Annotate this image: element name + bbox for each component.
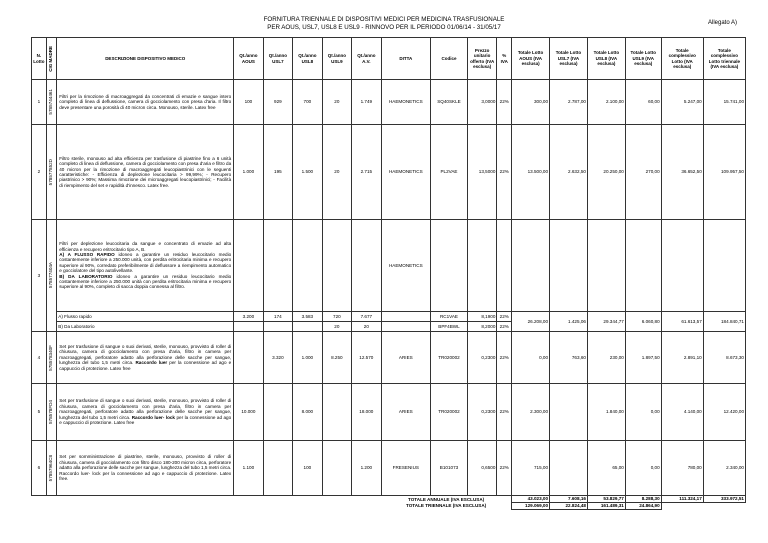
codice: BPF4BWL [431, 322, 468, 332]
table-row-lotto-3a [32, 312, 746, 322]
qt-usl7: 3.320 [263, 332, 292, 384]
qt-av: 18.000 [352, 384, 381, 441]
table-row-lotto-1 [32, 80, 746, 125]
lotto-description: Filtri per deplezione leucocitaria da sangue e concentrato di emazie ad alta efficienza e recupero eritrocitario tipo A, B. A) A FLUSSO RAPIDO idoneo a garantire un residuo leucocitario medio costantemente inferiore a 250.000 unità, con perdita eritrocitaria minima e recupero superiore al 90%, corredato preferibilmente di deflussore a riempimento automatico e gocciolatore del tipo autolivellante. B) DA LABORATORIO idoneo a garantire un residuo leucocitario medio costantemente inferiore a 250.000 unità con perdita eritrocitaria minima e recupero superiore al 90%, completo di sacca doppia connessa al filtro. [57, 220, 234, 312]
col-iva: % IVA [497, 38, 512, 80]
lotto-number: 6 [32, 441, 47, 496]
tot-annuo: 4.140,00 [661, 384, 703, 441]
prezzo: 0,6500 [467, 441, 496, 496]
qt-av: 2.715 [352, 125, 381, 220]
qt-usl9: 20 [322, 125, 351, 220]
tot-triennale: 8.673,30 [703, 332, 745, 384]
iva: 22% [497, 125, 512, 220]
tot-usl7: 763,60 [550, 332, 588, 384]
qt-usl7: 195 [263, 125, 292, 220]
lotti-table [31, 37, 746, 510]
col-tot-usl8: Totale Lotto USL8 (IVA esclusa) [587, 38, 625, 80]
col-qt-usl9: Qt./anno USL9 [322, 38, 351, 80]
tot-triennale: 15.741,00 [703, 80, 745, 125]
qt-av: 7.677 [352, 312, 381, 322]
tot-usl9: 0,00 [625, 384, 661, 441]
qt-aous: 1.100 [234, 441, 263, 496]
tot-usl8: 1.840,00 [587, 384, 625, 441]
col-lotto: N. Lotto [32, 38, 47, 80]
iva: 22% [497, 332, 512, 384]
total-triennial-usl9: 24.864,90 [625, 503, 661, 510]
col-qt-aous: Qt./anno AOUS [234, 38, 263, 80]
cig-code: 578578FD4 [46, 384, 57, 441]
qt-usl7: 929 [263, 80, 292, 125]
total-annual-row [32, 496, 746, 503]
tot-usl8: 65,00 [587, 441, 625, 496]
table-row-lotto-4 [32, 332, 746, 384]
qt-av: 12.570 [352, 332, 381, 384]
tot-annuo: 2.891,10 [661, 332, 703, 384]
title-line-1: FORNITURA TRIENNALE DI DISPOSITIVI MEDICI PER MEDICINA TRASFUSIONALE [263, 16, 505, 23]
qt-usl9 [322, 384, 351, 441]
col-tot-usl7: Totale Lotto USL7 (IVA esclusa) [550, 38, 588, 80]
tot-aous: 300,00 [512, 80, 550, 125]
total-triennial-aous: 129.069,00 [512, 503, 550, 510]
iva: 22% [497, 312, 512, 322]
col-tot-usl9: Totale Lotto USL9 (IVA esclusa) [625, 38, 661, 80]
document-header [0, 16, 768, 32]
tot-aous: 2.300,00 [512, 384, 550, 441]
total-annual-aous: 43.023,00 [512, 496, 550, 503]
table-row-lotto-6 [32, 441, 746, 496]
tot-usl8: 2.100,00 [587, 80, 625, 125]
lotto-number: 5 [32, 384, 47, 441]
col-qt-usl7: Qt./anno USL7 [263, 38, 292, 80]
prezzo: 8,2000 [467, 322, 496, 332]
table-row-lotto-3 [32, 220, 746, 312]
lotto-number: 3 [32, 220, 47, 332]
tot-usl7 [550, 441, 588, 496]
total-annual-usl9: 8.288,30 [625, 496, 661, 503]
qt-usl9: 8.250 [322, 332, 351, 384]
col-prezzo: Prezzo unitario offerto (IVA esclusa) [467, 38, 496, 80]
prezzo: 13,5000 [467, 125, 496, 220]
qt-usl8: 8.000 [293, 384, 322, 441]
qt-av: 1.749 [352, 80, 381, 125]
total-triennial-row [32, 503, 746, 510]
qt-usl9: 720 [322, 312, 351, 322]
qt-av: 1.200 [352, 441, 381, 496]
cig-code: 5785744461 [46, 80, 57, 125]
tot-usl8: 230,00 [587, 332, 625, 384]
prezzo: 0,2300 [467, 332, 496, 384]
qt-aous [234, 332, 263, 384]
tot-annuo: 61.613,57 [661, 312, 703, 332]
col-tot-annuo: Totale complessivo Lotto (IVA esclusa) [661, 38, 703, 80]
tot-usl8: 29.344,77 [587, 312, 625, 332]
tot-usl9: 1.897,50 [625, 332, 661, 384]
tot-usl7: 2.632,50 [550, 125, 588, 220]
prezzo: 8,1900 [467, 312, 496, 322]
ditta: ARIES [381, 332, 430, 384]
lotto-description: Filtri per la rimozione di macroaggregati da concentrati di emazie e sangue intero completo di linea di deflussione, camera di gocciolamento con presa d'aria. Il filtro deve presentare una porosità di 40 micron circa. Monouso, sterile. Latex free [57, 80, 234, 125]
lotto-description: Set per trasfusione di sangue o suoi derivati, sterile, monouso, provvisto di roller di chiusura, camera di gocciolamento con presa d'aria, filtro in camera per macroaggregati, perforatore adatto alla perforazione delle sacche per sangue, lunghezza del tubo 1,5 metri circa. Raccordo luer per la connessione ad ago e cappuccio di protezione. Latex free [57, 332, 234, 384]
qt-usl8: 3.583 [293, 312, 322, 322]
total-annual-label: TOTALE ANNUALE (IVA ESCLUSA) [407, 496, 485, 502]
lotto-number: 1 [32, 80, 47, 125]
col-cig: CIG MADRE [46, 38, 57, 80]
prezzo: 0,2300 [467, 384, 496, 441]
lotto-number: 4 [32, 332, 47, 384]
lotto-description: Set per trasfusione di sangue o suoi derivati, sterile, monouso, provvisto di roller di chiusura, camera di gocciolamento con presa d'aria, filtro in camera per macroaggregati, perforatore adatto alla perforazione delle sacche per sangue, lunghezza del tubo 1,5 metri circa. Raccordo luer- lock per la connessione ad ago e cappuccio di protezione. Latex free [57, 384, 234, 441]
total-annual-usl8: 53.829,77 [587, 496, 625, 503]
col-tot-triennale: Totale complessivo Lotto triennale (IVA esclusa) [703, 38, 745, 80]
ditta: HAEMONETICS [381, 125, 430, 220]
cig-code: 578577852D [46, 125, 57, 220]
qt-usl7 [263, 384, 292, 441]
codice: B101073 [431, 441, 468, 496]
codice: TR020002 [431, 384, 468, 441]
lotto-number: 2 [32, 125, 47, 220]
col-codice: Codice [431, 38, 468, 80]
tot-aous: 715,00 [512, 441, 550, 496]
codice: TR020002 [431, 332, 468, 384]
tot-aous: 0,00 [512, 332, 550, 384]
tot-usl7 [550, 384, 588, 441]
cig-code: 578577404A [46, 220, 57, 332]
cig-code: 57857964C8 [46, 441, 57, 496]
tot-usl9: 0,00 [625, 441, 661, 496]
col-qt-usl8: Qt./anno USL8 [293, 38, 322, 80]
lotto-description: Filtro sterile, monouso ad alta efficienza per trasfusione di piastrine fino a 6 unità completo di linea di deflussione, camera di gocciolamento con presa d'aria e filtro da 40 micron per la rimozione di macroaggregati leucopiastrinici con le seguenti caratteristiche: - Efficienza di deplezione leucocitaria > 99,99%; - Recupero piastrinico > 90%; Massima rimozione dei microaggregati leucopiastrinici; - Facilità di riempimento del set e rapidità d'innesco. Latex free. [57, 125, 234, 220]
qt-aous: 3.200 [234, 312, 263, 322]
tot-aous: 13.500,00 [512, 125, 550, 220]
tot-annuo: 780,00 [661, 441, 703, 496]
codice: SQ40SKLE [431, 80, 468, 125]
qt-usl7: 174 [263, 312, 292, 322]
tot-annuo: 5.247,00 [661, 80, 703, 125]
qt-usl8: 700 [293, 80, 322, 125]
ditta: ARIES [381, 384, 430, 441]
total-annual-complessivo: 111.324,17 [661, 496, 703, 503]
qt-aous: 10.000 [234, 384, 263, 441]
qt-usl8: 1.000 [293, 332, 322, 384]
qt-usl9: 20 [322, 322, 351, 332]
qt-usl9: 20 [322, 80, 351, 125]
codice: RC1VAE [431, 312, 468, 322]
qt-av: 20 [352, 322, 381, 332]
table-row-lotto-5 [32, 384, 746, 441]
lotto-description: Set per somministrazione di piastrine, sterile, monouso, provvisto di roller di chiusura, camera di gocciolamento con filtro disco 180-200 micron circa, perforatore adatto alla perforazione delle sacche per sangue, lunghezza del tubo 1,5 metri circa. Raccordo luer- lock per la connessione ad ago e cappuccio di protezione. Latex free. [57, 441, 234, 496]
tot-triennale: 2.340,00 [703, 441, 745, 496]
qt-usl9 [322, 441, 351, 496]
tot-annuo: 36.652,50 [661, 125, 703, 220]
tot-triennale: 109.957,50 [703, 125, 745, 220]
tot-usl9: 60,00 [625, 80, 661, 125]
total-annual-triennale: 333.972,51 [703, 496, 745, 503]
total-triennial-label: TOTALE TRIENNALE (IVA ESCLUSA) [405, 503, 487, 509]
col-ditta: DITTA [381, 38, 430, 80]
title-line-2: PER AOUS, USL7, USL8 E USL9 - RINNOVO PER IL PERIODO 01/06/14 - 31/05/17 [267, 24, 501, 31]
total-triennial-usl8: 161.489,31 [587, 503, 625, 510]
tot-usl8: 20.250,00 [587, 125, 625, 220]
table-header-row [32, 38, 746, 80]
tot-usl9: 6.060,80 [625, 312, 661, 332]
cig-code: 578578340F [46, 332, 57, 384]
sub-label: B) Da Laboratorio [57, 322, 234, 332]
qt-usl7 [263, 441, 292, 496]
iva: 22% [497, 384, 512, 441]
iva: 22% [497, 80, 512, 125]
col-tot-aous: Totale Lotto AOUS (IVA esclusa) [512, 38, 550, 80]
ditta: FRESENIUS [381, 441, 430, 496]
total-annual-usl7: 7.608,16 [550, 496, 588, 503]
tot-aous: 26.208,00 [512, 312, 550, 332]
total-triennial-usl7: 22.824,48 [550, 503, 588, 510]
tot-triennale: 184.840,71 [703, 312, 745, 332]
col-qt-av: Qt./anno A.V. [352, 38, 381, 80]
tot-usl7: 1.425,06 [550, 312, 588, 332]
iva: 22% [497, 322, 512, 332]
ditta: HAEMONETICS [381, 220, 430, 312]
ditta: HAEMONETICS [381, 80, 430, 125]
iva: 22% [497, 441, 512, 496]
allegato-label: Allegato A) [708, 20, 738, 26]
tot-triennale: 12.420,00 [703, 384, 745, 441]
prezzo: 3,0000 [467, 80, 496, 125]
qt-aous: 100 [234, 80, 263, 125]
qt-usl8: 1.500 [293, 125, 322, 220]
tot-usl9: 270,00 [625, 125, 661, 220]
qt-usl8: 100 [293, 441, 322, 496]
table-row-lotto-2 [32, 125, 746, 220]
tot-usl7: 2.787,00 [550, 80, 588, 125]
qt-aous: 1.000 [234, 125, 263, 220]
col-descrizione: DESCRIZIONE DISPOSITIVO MEDICO [57, 38, 234, 80]
codice: PL2VAE [431, 125, 468, 220]
sub-label: A) Flusso rapido [57, 312, 234, 322]
